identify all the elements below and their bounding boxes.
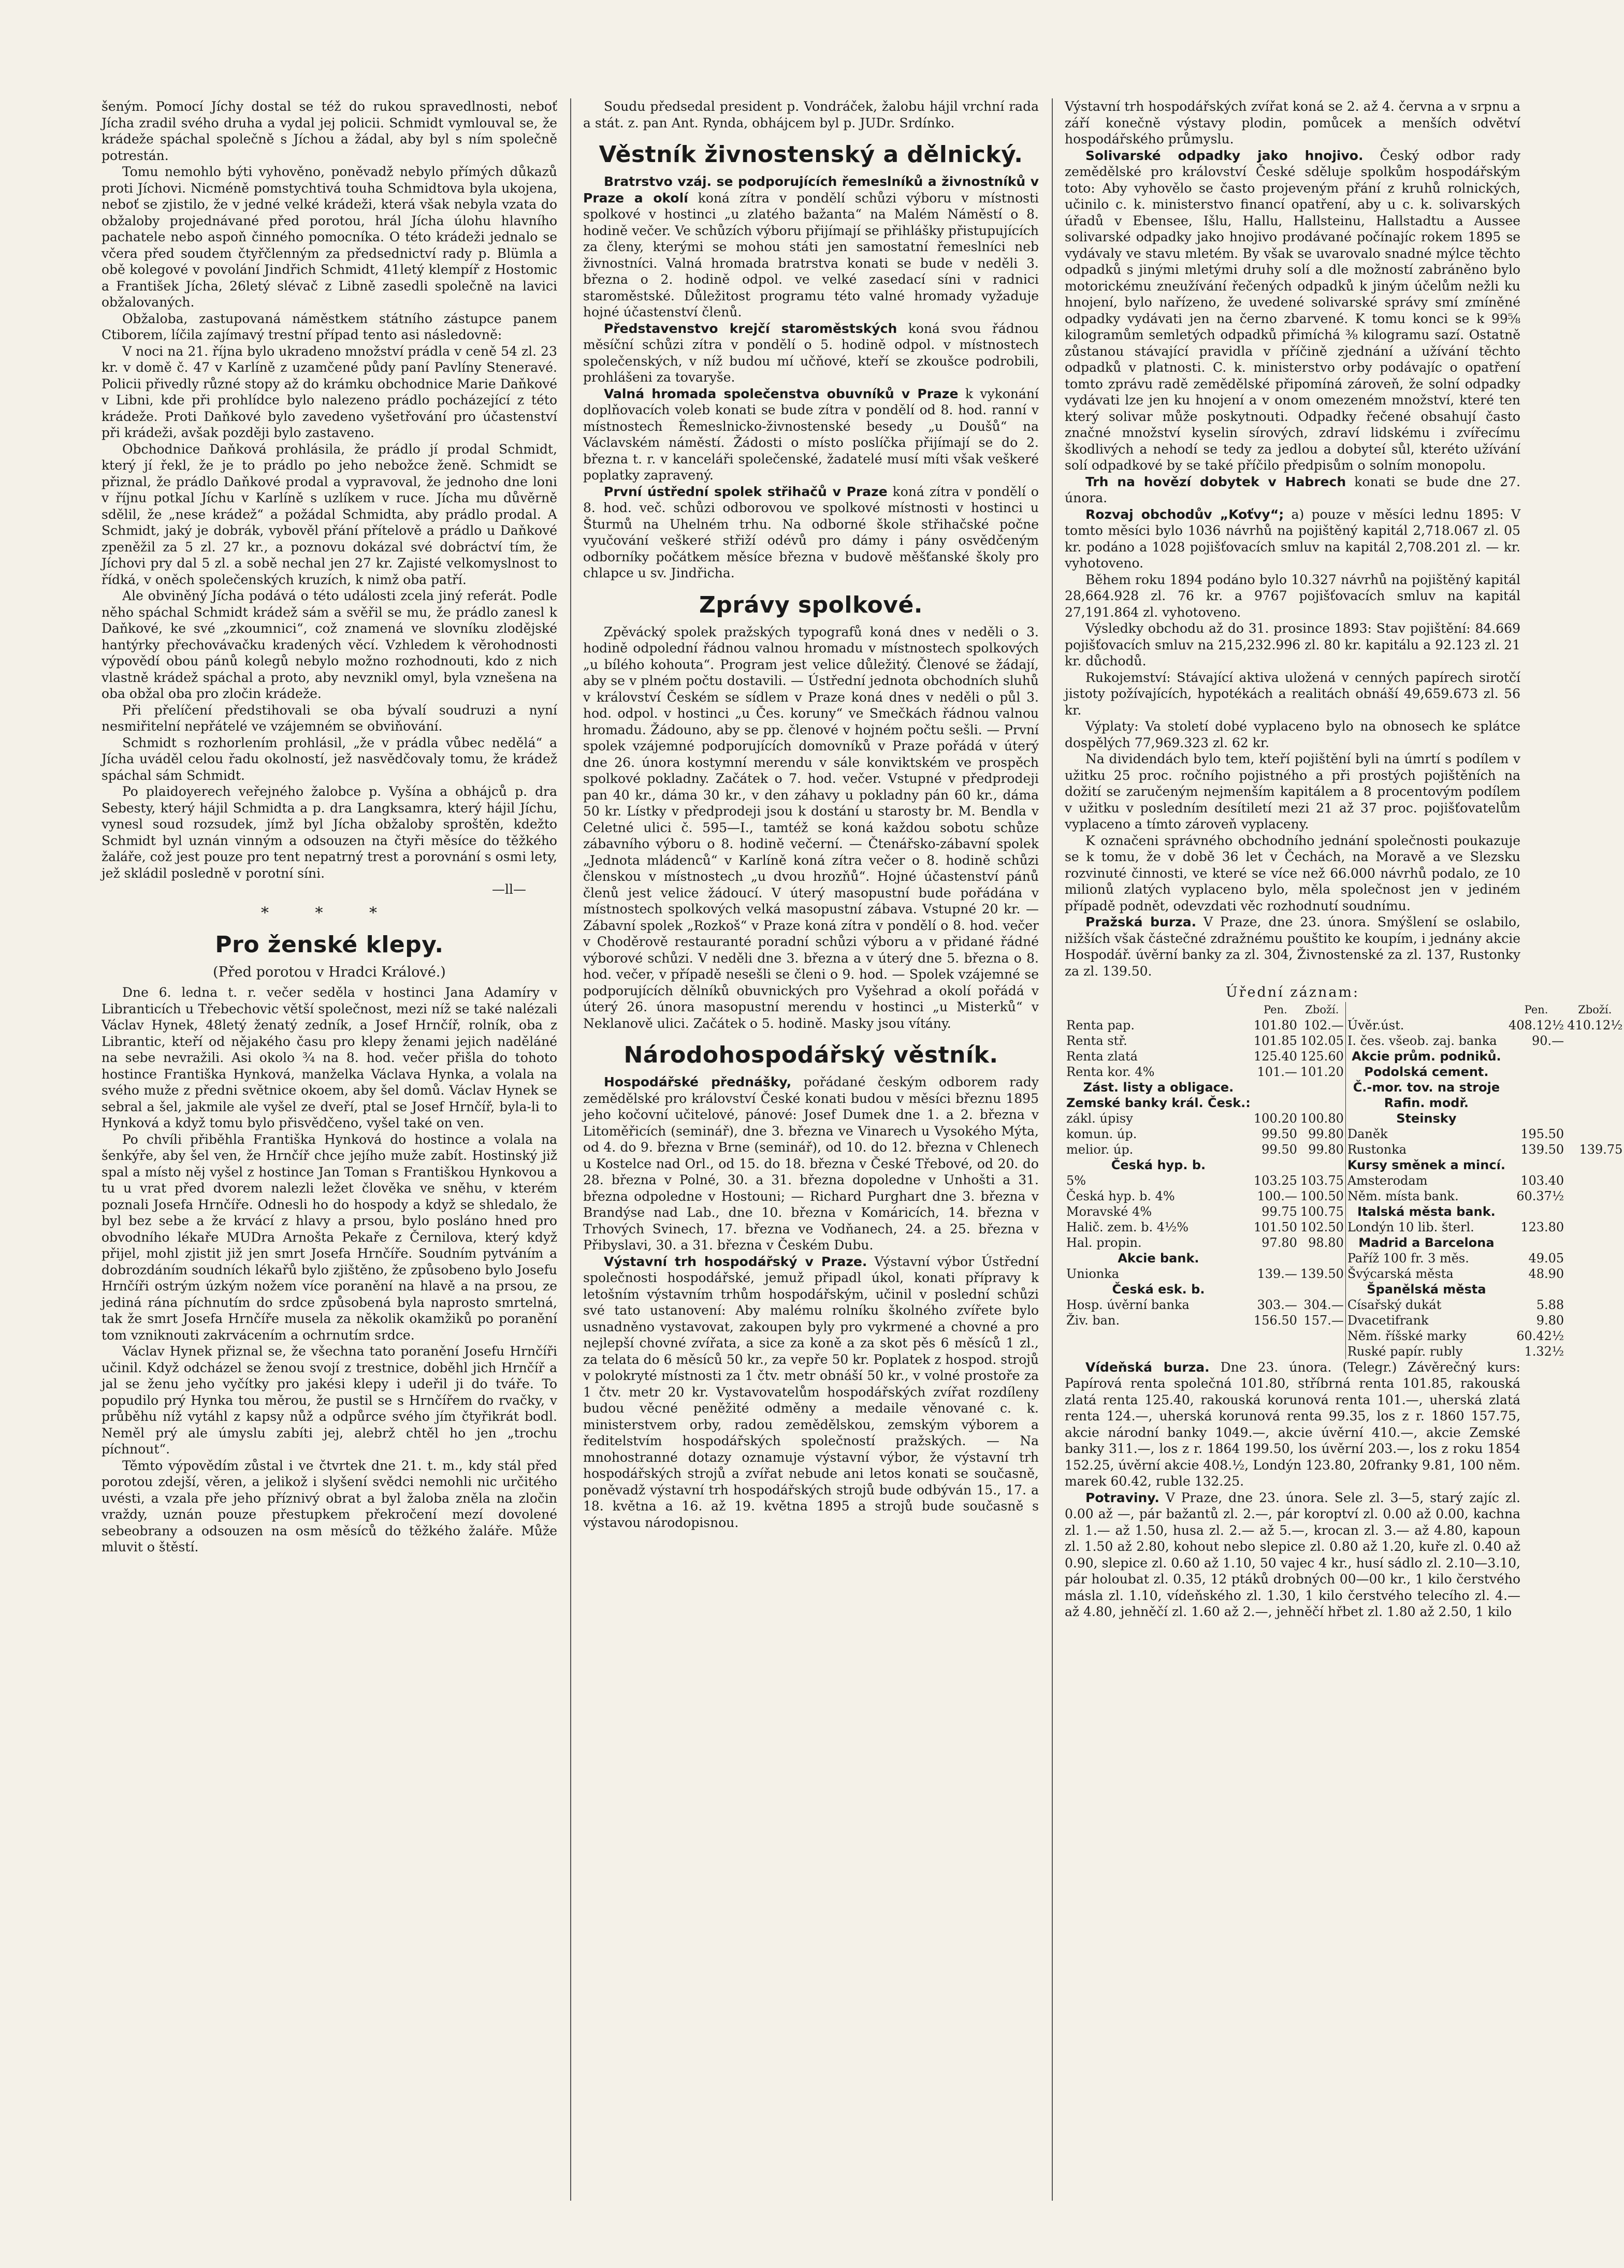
paragraph: V noci na 21. října bylo ukradeno množství prádla v ceně 54 zl. 23 kr. v domě č. 47 v Karlíně z uzamčené půdy paní Pavlíny Steneravé. Policii přivedly různé stopy až do krámku obchodnice Marie Daňkové v Libni, kde při prohlídce bylo nalezeno prádlo pocházející z této krádeže. Proti Daňkové bylo zavedeno vyšetřování pro účastenství při krádeži, avšak později bylo zastaveno. (102, 343, 557, 440)
price-cell (1565, 1080, 1624, 1095)
security-name: I. čes. všeob. zaj. banka (1345, 1033, 1507, 1049)
item-text: pořádané českým odborem rady zemědělské pro království České konati budou v měsíci březnu 1895 jeho kočovní učitelové, pánové: Josef Dumek dne 1. a 2. března v Litoměřicích (seminář), dne 3. března ve Vinarech u Vysokého Mýta, od 4. do 9. března v Brne (seminář), od 10. do 12. března v Chlenech u Kostelce nad Orl., od 15. do 18. března v České Třebové, od 20. do 28. března v Polné, 30. a 31. března dopoledne v Unhošti a 31. března odpoledne v Hostouni; — Richard Purghart dne 3. března v Brandýse nad Lab., dne 10. března v Komáricích, 14. března v Trhových Svinech, 17. března ve Vodňanech, 24. a 25. března v Přibyslavi, 30. a 31. března v Českém Dubu. (583, 1074, 1039, 1253)
price-cell (1565, 1049, 1624, 1064)
news-item (583, 484, 1039, 581)
paragraph: Výsledky obchodu až do 31. prosince 1893: Stav pojištění: 84.669 pojišťovacích smluv na 215,232.996 zl. 80 kr. kapitálu a 92.123 zl. 21 kr. důchodů. (1065, 621, 1520, 668)
paragraph: Dne 6. ledna t. r. večer seděla v hostinci Jana Adamíry v Libranticích u Třebechovic větší společnost, mezi níž se také nalézali Václav Hynek, 48letý ženatý zedník, a Josef Hrnčíř, rolník, oba z Librantic, kteří od nějakého času pro klepy ženami jejich naděláné na sebe nevražili. Asi okolo ¾ na 8. hod. večer přišla do tohoto hostince Františka Hynková, manželka Václava Hynka, a volala na svého muže z předni světnice okoem, aby šel domů. Václav Hynek se sebral a šel, jakmile ale vyšel ze dveří, ptal se Josef Hrnčíř, byla-li to Hynková a když tomu bylo přisvědčeno, vyšel také on ven. (102, 985, 557, 1130)
price-cell: 103.40 (1520, 1173, 1564, 1188)
security-name: Steinsky (1345, 1111, 1507, 1126)
security-name (1065, 1344, 1252, 1359)
news-item (1065, 506, 1520, 572)
item-heading: Rozvaj obchodův „Koťvy“; (1085, 506, 1284, 522)
price-cell: 303.— (1257, 1297, 1297, 1312)
price-cell: 102.— (1303, 1017, 1344, 1033)
price-cell: 304.— (1303, 1297, 1344, 1312)
paragraph: Obchodnice Daňková prohlásila, že prádlo jí prodal Schmidt, který jí řekl, že je to prádlo po jeho nebožce ženě. Schmidt se přiznal, že prádlo Daňkové prodal a vypravoval, že jednoho dne loni v říjnu potkal Jíchu v Karlíně s uzlíkem v ruce. Jícha mu důvěrně sdělil, že „nese krádež“ a požádal Schmidta, aby prádlo prodal. A Schmidt, jaký je dobrák, vybověl přání přítelově a prádlo u Daňkové zpeněžil za 5 zl. 27 kr., a poznovu dokázal své dobráctví tím, že Jíchovi pry dal 5 zl. a sobě nechal jen 27 kr. Zajisté velkomyslnost to řídká, v oněch společenských kruzích, k nimž oba patří. (102, 441, 557, 587)
price-cell: 48.90 (1528, 1266, 1564, 1281)
security-name: Hal. propin. (1066, 1235, 1142, 1250)
paragraph: Těmto výpovědím zůstal i ve čtvrtek dne 21. t. m., kdy stál před porotou zdejší, věren, a jelikož i slyšení svědci nemohli nic určitého uvésti, a vzala pře jeho příznivý obrat a byl žaloba zněla na zločin vraždy, uznán pouze přestupkem překročení mezí dovolené sebeobrany a odsouzen na osm měsíců do těžkého žaláře. Může mluvit o štěstí. (102, 1458, 557, 1554)
table-row (1065, 1173, 1624, 1188)
security-name: Halič. zem. b. 4½% (1066, 1219, 1189, 1234)
security-name (1065, 1328, 1252, 1344)
security-name: Zást. listy a obligace. (1083, 1080, 1234, 1095)
price-cell (1507, 1111, 1565, 1126)
paragraph: Schmidt s rozhorlením prohlásil, „že v prádla vůbec nedělá“ a Jícha uváděl celou řadu okolností, jež nasvědčovaly tomu, že krádež spáchal sám Schmidt. (102, 735, 557, 783)
security-name: Italská města bank. (1345, 1204, 1507, 1219)
price-cell: 156.50 (1253, 1313, 1297, 1328)
price-cell (1299, 1282, 1345, 1297)
price-cell (1299, 1328, 1345, 1344)
paragraph: Tomu nemohlo býti vyhověno, poněvadž nebylo přímých důkazů proti Jíchovi. Nicméně pomstychtivá touha Schmidtova byla ukojena, neboť se zjistilo, že v jedné velké krádeži, která však nebyla vzata do obžaloby projednávané před porotou, hrál Jícha úlohu hlavního pachatele nebo aspoň činného pomocníka. O této krádeži jednalo se včera před soudem čtyřčlenným za předsednictví rady p. Blümla a obě kolegové v povolání Jindřich Schmidt, 41letý klempíř z Hostomic a František Jícha, 26letý slévač z Libně zasedli společně na lavici obžalovaných. (102, 164, 557, 310)
paragraph: Soudu předsedal president p. Vondráček, žalobu hájil vrchní rada a stát. z. pan Ant. Rynda, obhájcem byl p. JUDr. Srdínko. (583, 99, 1039, 130)
paragraph: Obžaloba, zastupovaná náměstkem státního zástupce panem Ctiborem, líčila zajímavý trestní případ tento asi následovně: (102, 311, 557, 342)
security-name: komun. úp. (1066, 1126, 1137, 1141)
item-heading: Představenstvo krejčí staroměstských (604, 321, 897, 336)
column-header: Zboží. (1578, 1003, 1612, 1016)
security-name: Česká hyp. b. (1111, 1157, 1206, 1172)
security-name: Paříž 100 fr. 3 měs. (1345, 1251, 1507, 1266)
price-cell: 9.80 (1536, 1313, 1564, 1328)
price-cell (1252, 1328, 1299, 1344)
price-cell (1565, 1251, 1624, 1266)
price-cell (1565, 1266, 1624, 1282)
security-name: Renta kor. 4% (1066, 1064, 1155, 1079)
price-cell (1299, 1095, 1345, 1111)
price-cell (1565, 1313, 1624, 1328)
paragraph: Ale obviněný Jícha podává o této události zcela jiný referát. Podle něho spáchal Schmidt krádež sám a svěřil se mu, že prádlo zanesl k Daňkové, ke své „zkoumnici“, což znamená ve slovníku zlodějské hantýrky přechovávačku kradených věcí. Vzhledem k věrohodnosti výpovědí obou pánů kolegů nebylo možno rozhodnouti, kdo z nich vlastně krádež spáchal a proto, aby nevznikl omyl, byla vznešena na oba obžal oba pro zločin krádeže. (102, 588, 557, 701)
table-row (1065, 1049, 1624, 1064)
price-cell (1565, 1219, 1624, 1235)
table-row (1065, 1204, 1624, 1219)
item-text: Výstavní výbor Ústřední společnosti hospodářské, jemuž připadl úkol, konati přípravy k letošním výstavním trhům hospodářským, učinil v poslední schůzi své tato ustanovení: Aby malému rolníku školného zvířete bylo usnadněno vystavovat, zakoupen byly pro vykrmené a chovné a pro nejlepší chovné zvířata, a sice za koně a za skot pěs 6 měsíců 1 zl., za telata do 6 měsíců 50 kr., za vepře 50 kr. Poplatek z hospod. strojů v polokryté místnosti za 1 čtv. metr obnáší 50 kr., v volné prostoře za 1 čtv. metr 20 kr. Vystavovatelům hospodářských zvířat rozdíleny budou věcné peněžité odměny a medaile věnované c. k. ministerstvem orby, radou zemědělskou, zemským výborem a ředitelstvím hospodářských společností pražských. — Na mnohostranné dotazy oznamuje výstavní výbor, že výstavní trh hospodářských strojů a zvířat nebude ani letos konati se současně, poněvadž výstavní trh hospodářských strojů bude odbýván 15., 17. a 18. května a 16. až 19. května 1895 a strojů bude současně s výstavou národopisnou. (583, 1254, 1039, 1530)
news-item (583, 386, 1039, 484)
price-cell (1252, 1080, 1299, 1095)
table-row (1065, 1251, 1624, 1266)
news-item (1065, 1359, 1520, 1490)
price-cell (1299, 1157, 1345, 1173)
security-name: Renta stř. (1066, 1033, 1127, 1048)
price-cell: 99.50 (1262, 1142, 1297, 1157)
news-item (583, 1074, 1039, 1254)
table-row (1065, 1126, 1624, 1142)
paragraph: Při přelíčení předstihovali se oba bývalí soudruzi a nyní nesmiřitelní nepřátelé ve vzájemném se obviňování. (102, 702, 557, 734)
price-cell (1299, 1080, 1345, 1095)
item-heading: Potraviny. (1085, 1490, 1159, 1505)
paragraph: Václav Hynek přiznal se, že všechna tato poranění Josefu Hrnčíři učinil. Když odcházel se ženou svojí z trestnice, doběhl jich Hrnčíř a jal se ženu jeho vyčítky pro jakési klepy i udeřil ji do tváře. To popudilo prý Hynka tou měrou, že pustil se s Hrnčířem do rvačky, v průběhu níž vytáhl z kapsy nůž a odpůrce svého jím čtyřikrát bodl. Neměl prý ale úmyslu zabíti jej, alebrž chtěl ho jen „trochu píchnout“. (102, 1344, 557, 1457)
paragraph: K označeni správného obchodního jednání společnosti poukazuje se k tomu, že v době 36 let v Čechách, na Moravě a ve Slezsku rozvinuté činnosti, ve které se více než 66.000 návrhů podalo, ze 10 milionů zlatých vyplaceno bylo, měla společnost jen v jediném případě podnět, odevzdati věc rozhodnutí soudnímu. (1065, 833, 1520, 913)
price-cell (1565, 1204, 1624, 1219)
security-name: Amsterodam (1345, 1173, 1507, 1188)
price-cell: 99.80 (1308, 1126, 1344, 1141)
security-name: Císařský dukát (1345, 1297, 1507, 1313)
price-cell: 101.— (1257, 1064, 1297, 1079)
security-name: Španělská města (1345, 1282, 1507, 1297)
price-cell: 101.85 (1253, 1033, 1297, 1048)
price-cell (1565, 1297, 1624, 1313)
security-name: Česká hyp. b. 4% (1066, 1188, 1175, 1203)
column-header: Zboží. (1305, 1003, 1339, 1016)
price-cell (1507, 1049, 1565, 1064)
item-text: Český odbor rady zemědělské pro království České sděluje spolkům hospodářským toto: Aby vyhovělo se často projeveným přání z kruhů rolnických, učinilo c. k. ministerstvo financí opatření, aby u c. k. solivarských úřadů v Ebensee, Išlu, Hallu, Hallsteinu, Hallstadtu a Aussee solivarské odpadky jako hnojivo prodávané počínajíc rokem 1895 se vydávaly ve stavu mletém. By však se uvarovalo snadné mýlce těchto odpadků s jinými mletými druhy solí a dle možností zabráněno bylo motorickému zneužívání řečených odpadků k jiným účelům nežli ku hnojení, bylo nařízeno, že uvedené solivarské správy smí zmíněné odpadky vydávati jen na černo zbarvené. K tomu konci se k 99⅝ kilogramům semletých odpadků přimíchá ⅜ kilogramu sazí. Ostatně zůstanou stávající pravidla v příčině zjednání a užívání těchto odpadků v platnosti. C. k. ministerstvo orby podávajíc o opatření tomto zprávu radě zemědělské připomíná zároveň, že solní odpadky vydávati lze jen ku hnojení a v onom omezeném množství, které ten který solivar může poskytnouti. Odpadky řečené obsahují často značné množství kyselin sírových, zdraví lidskému i zvířecímu škodlivých a nehodí se tedy za jedlou a dobyteí sůl, kteréto užívání solí odpadkové by se také příčilo předpisům o solním monopolu. (1065, 148, 1520, 473)
security-name: Hosp. úvěrní banka (1066, 1297, 1190, 1312)
table-row (1065, 1142, 1624, 1157)
exchange-table (1065, 1002, 1624, 1359)
table-row (1065, 1313, 1624, 1328)
article-subheadline: (Před porotou v Hradci Králové.) (213, 964, 446, 980)
price-cell: 103.25 (1253, 1173, 1297, 1188)
price-cell: 100.— (1257, 1188, 1297, 1203)
price-cell (1507, 1095, 1565, 1111)
security-name: Něm. místa bank. (1345, 1188, 1507, 1204)
column-3 (1065, 98, 1623, 2201)
price-cell (1565, 1095, 1624, 1111)
price-cell: 99.80 (1308, 1142, 1344, 1157)
price-cell (1565, 1033, 1624, 1049)
paragraph: Po plaidoyerech veřejného žalobce p. Vyšína a obhájců p. dra Sebesty, který hájil Schmidta a p. dra Langksamra, který hájil Jíchu, vynesl soud rozsudek, jímž byl Jícha obžaloby sproštěn, kdežto Schmidt byl uznán vinným a odsouzen na čtyři měsíce do těžkého žaláře, což jest pouze pro tent nepatrný trest a porovnání s osmi lety, jež skládil posledně v porotní síni. (102, 784, 557, 881)
price-cell: 139.75 (1579, 1142, 1623, 1157)
news-item (1065, 914, 1520, 979)
price-cell (1507, 1157, 1565, 1173)
item-heading: Valná hromada společenstva obuvníků v Praze (604, 386, 959, 401)
security-name: Akcie bank. (1118, 1251, 1199, 1266)
section-headline: Národohospodářský věstník. (624, 1042, 998, 1068)
security-name: Ruské papír. rubly (1345, 1344, 1507, 1359)
column-rule (570, 98, 571, 2201)
price-cell: 195.50 (1520, 1126, 1564, 1141)
table-row (1065, 1188, 1624, 1204)
price-cell: 49.05 (1528, 1251, 1564, 1266)
table-row (1065, 1297, 1624, 1313)
news-item (583, 321, 1039, 386)
item-heading: Trh na hovězí dobytek v Habrech (1085, 474, 1346, 489)
price-cell (1565, 1282, 1624, 1297)
item-text: koná svou řádnou měsíční schůzi zítra v pondělí o 5. hodině odpol. v místnostech společenských, v níž budou mí učňové, kteří se zkoušce podrobili, prohlášeni za tovaryše. (583, 321, 1039, 385)
table-row (1065, 1328, 1624, 1344)
item-heading: První ústřední spolek střihačů v Praze (604, 484, 888, 499)
price-cell: 97.80 (1262, 1235, 1297, 1250)
price-cell (1565, 1235, 1624, 1251)
table-row (1065, 1157, 1624, 1173)
section-separator: * * * (260, 904, 398, 922)
table-row (1065, 1033, 1624, 1049)
news-item (583, 173, 1039, 321)
security-name: Dvacetifrank (1345, 1313, 1507, 1328)
price-cell (1565, 1173, 1624, 1188)
table-title: Úřední záznam: (1225, 984, 1360, 1000)
news-item (1065, 1490, 1520, 1620)
security-name: Švýcarská města (1345, 1266, 1507, 1282)
price-cell (1565, 1344, 1624, 1359)
security-name: Podolská cement. (1345, 1064, 1507, 1080)
security-name: Rafin. modř. (1345, 1095, 1507, 1111)
section-headline: Zprávy spolkové. (699, 591, 923, 618)
price-cell (1252, 1282, 1299, 1297)
column-2 (583, 98, 1039, 2201)
table-row (1065, 1080, 1624, 1095)
price-cell: 5.88 (1536, 1297, 1564, 1312)
table-header-row (1065, 1002, 1624, 1017)
price-cell: 139.50 (1300, 1266, 1344, 1281)
price-cell: 157.— (1303, 1313, 1344, 1328)
security-name: Zemské banky král. Česk.: (1066, 1095, 1251, 1110)
security-name: Úvěr.úst. (1345, 1017, 1507, 1033)
table-row (1065, 1095, 1624, 1111)
column-header (1345, 1002, 1507, 1017)
price-cell: 101.20 (1300, 1064, 1344, 1079)
price-cell: 100.50 (1300, 1188, 1344, 1203)
price-cell: 125.40 (1253, 1049, 1297, 1064)
paragraph: Výstavní trh hospodářských zvířat koná se 2. až 4. června a v srpnu a září konečně výstavy plodin, pomůcek a menších odvětví hospodářského průmyslu. (1065, 99, 1520, 147)
security-name: Moravské 4% (1066, 1204, 1152, 1219)
table-row (1065, 1219, 1624, 1235)
security-name: Renta zlatá (1066, 1049, 1138, 1064)
item-text: k vykonání doplňovacích voleb konati se bude zítra v pondělí od 8. hod. ranní v místnostech Řemeslnicko-živnostenské besedy „u Doušů“ na Václavském náměstí. Žádosti o místo poslíčka přijímají se do 2. března t. r. v kanceláři společenské, žadatelé musí míti však veškeré poplatky zapravený. (583, 386, 1039, 483)
item-heading: Bratrstvo vzáj. se podporujících řemeslníků a živnostníků v Praze a okolí (583, 174, 1039, 206)
security-name: Č.-mor. tov. na stroje (1345, 1080, 1507, 1095)
news-item (1065, 474, 1520, 506)
price-cell: 90.— (1532, 1033, 1564, 1048)
security-name: 5% (1066, 1173, 1086, 1188)
price-cell: 101.50 (1253, 1219, 1297, 1234)
table-row (1065, 1017, 1624, 1033)
security-name: Něm. říšské marky (1345, 1328, 1507, 1344)
item-text: a) pouze v měsíci lednu 1895: V tomto měsíci bylo 1036 návrhů na pojištěný kapitál 2,718.067 zl. 05 kr. podáno a 1028 pojišťovacích smluv na kapitál 2,708.201 zl. — kr. vyhotoveno. (1065, 506, 1521, 571)
paragraph: Na dividendách bylo tem, kteří pojištění byli na úmrtí s podílem v užitku 25 proc. ročního pojistného a při prostých pojištěních na dožití se zaručeným nejmenším kapitálem a 8 procentovým podílem v užitku v posledním desítiletí mezi 21 až 37 proc. pojišťovatelům vyplaceno a tímto zároveň vyplaceny. (1065, 751, 1520, 832)
price-cell: 139.— (1257, 1266, 1297, 1281)
security-name: Rustonka (1345, 1142, 1507, 1157)
price-cell (1565, 1111, 1624, 1126)
paragraph: Po chvíli přiběhla Františka Hynková do hostince a volala na šenkýře, aby šel ven, že Hrnčíř chce jejího muže zabít. Hostinský již spal a místo něj vyšel z hostince Jan Toman s Františkou Hynkovou a tu u vrat před dvorem nalezli ležet člověka ve sněhu, v kterém poznali Josefa Hrnčíře. Odnesli ho do hospody a když se shledalo, že byl bez sebe a že krvácí z hlavy a prsou, bylo posláno hned pro obvodního lékaře MUDra Arnošta Pekaře z Černilova, který když přijel, mohl zjistit již jen smrt Josefa Hrnčíře. Soudním pytváním a dobrozdáním soudních lékařů bylo zjištěno, že způsobeno bylo Josefu Hrnčíři ostrým úzkým nožem více poranění na hlavě a na prsou, ze jediná rána píchnutím do srdce způsobená byla naprosto smrtelná, tak že smrt Josefa Hrnčíře musela za několik okamžiků po poranění tom vzniknouti zakrvácením a ochrnutím srdce. (102, 1131, 557, 1343)
price-cell: 410.12½ (1567, 1017, 1623, 1033)
security-name: Madrid a Barcelona (1345, 1235, 1507, 1251)
price-cell (1507, 1204, 1565, 1219)
item-heading: Vídeňská burza. (1085, 1359, 1210, 1375)
security-name: Česká esk. b. (1112, 1282, 1205, 1297)
price-cell (1507, 1235, 1565, 1251)
price-cell: 60.42½ (1516, 1328, 1564, 1343)
security-name: Unionka (1066, 1266, 1120, 1281)
table-row (1065, 1235, 1624, 1251)
security-name: Akcie prům. podniků. (1345, 1049, 1507, 1064)
price-cell: 100.20 (1253, 1111, 1297, 1126)
table-row (1065, 1064, 1624, 1080)
price-cell (1252, 1344, 1299, 1359)
table-row (1065, 1344, 1624, 1359)
security-name: Renta pap. (1066, 1017, 1135, 1033)
paragraph: Během roku 1894 podáno bylo 10.327 návrhů na pojištěný kapitál 28,664.928 zl. 76 kr. a 9767 pojišťovacích smluv na kapitál 27,191.864 zl. vyhotoveno. (1065, 572, 1520, 620)
price-cell: 60.37½ (1516, 1188, 1564, 1203)
item-heading: Hospodářské přednášky, (604, 1074, 792, 1089)
price-cell (1252, 1251, 1299, 1266)
item-text: V Praze, dne 23. února. Sele zl. 3—5, starý zajíc zl. 0.00 až —, pár bažantů zl. 2.—, pár koroptví zl. 0.00 až 0.00, kachna zl. 1.— až 1.50, husa zl. 2.— až 5.—, krocan zl. 3.— až 4.80, kapoun zl. 1.50 až 2.80, kohout nebo slepice zl. 0.80 až 1.20, kuře zl. 0.40 až 0.90, slepice zl. 0.60 až 1.10, 50 vajec 4 kr., husí sádlo zl. 2.10—3.10, pár holoubat zl. 0.35, 12 ptáků drobných 00—00 kr., 1 kilo čerstvého másla zl. 1.10, vídeňského zl. 1.30, 1 kilo čerstvého telecího zl. 4.— až 4.80, jehněčí zl. 1.60 až 2.—, jehněčí hřbet zl. 1.80 až 2.50, 1 kilo (1065, 1490, 1520, 1619)
news-item (1065, 148, 1520, 474)
price-cell (1565, 1188, 1624, 1204)
price-cell (1299, 1251, 1345, 1266)
newspaper-page (102, 98, 1623, 2201)
price-cell (1565, 1328, 1624, 1344)
price-cell: 100.80 (1300, 1111, 1344, 1126)
item-text: koná zítra v pondělí o 8. hod. več. schůzi odborovou ve spolkové místnosti v hostinci u Šturmů na Uhelném trhu. Na odborné škole střihačské počne vyučování veškeré střiží odévů pro dámy i pány osvědčeným odborníky počátkem měsíce března v budově měšťanské školy pro chlapce u sv. Jindřicha. (583, 484, 1039, 580)
price-cell: 123.80 (1520, 1219, 1564, 1234)
item-text: V Praze, dne 23. února. Smýšlení se oslabilo, nižších však částečné zdražnému pouštito ke koupím, i jednány akcie Hospodář. úvěrní banky za zl. 304, Živnostenské za zl. 137, Rustonky za zl. 139.50. (1065, 914, 1520, 979)
paragraph: Výplaty: Va století dobé vyplaceno bylo na obnosech ke splátce dospělých 77,969.323 zl. 62 kr. (1065, 719, 1520, 750)
item-text: konati se bude dne 27. února. (1065, 474, 1520, 505)
price-cell: 98.80 (1308, 1235, 1344, 1250)
price-cell: 103.75 (1300, 1173, 1344, 1188)
column-header: Pen. (1524, 1003, 1548, 1016)
price-cell: 101.80 (1253, 1017, 1297, 1033)
price-cell: 408.12½ (1508, 1017, 1564, 1033)
price-cell (1507, 1064, 1565, 1080)
price-cell (1507, 1080, 1565, 1095)
security-name: Kursy směnek a mincí. (1345, 1157, 1507, 1173)
column-rule (1052, 98, 1053, 2201)
author-signature: —ll— (492, 882, 526, 897)
price-cell (1565, 1064, 1624, 1080)
price-cell: 1.32½ (1524, 1344, 1564, 1359)
item-text: Dne 23. února. (Telegr.) Závěrečný kurs: Papírová renta společná 101.80, stříbrná renta 101.85, rakouská zlatá renta 125.40, rakouská korunová renta 101.—, uherská zlatá renta 124.—, uherská korunová renta 99.35, los z r. 1860 157.75, akcie národní banky 1049.—, akcie úvěrní 410.—, akcie Zemské banky 311.—, los z r. 1864 199.50, los úvěrní 203.—, los z roku 1854 152.25, úvěrní akcie 408.½, Londýn 123.80, 20franky 9.81, 100 něm. marek 60.42, ruble 132.25. (1065, 1359, 1520, 1489)
item-heading: Pražská burza. (1085, 914, 1197, 929)
price-cell: 102.05 (1300, 1033, 1344, 1048)
column-header (1065, 1002, 1252, 1017)
article-headline: Pro ženské klepy. (215, 932, 444, 958)
price-cell (1299, 1344, 1345, 1359)
paragraph: Zpěvácký spolek pražských typografů koná dnes v neděli o 3. hodině odpolední řádnou valnou hromadu v místnostech spolkových „u bílého kohouta“. Program jest velice důležitý. Členové se žádají, aby se v plném počtu dostavili. — Ústřední jednota obchodních sluhů v království Českém se sídlem v Praze koná dnes v neděli o půl 3. hod. odpol. v hostinci „u Čes. koruny“ ve Smečkách řádnou valnou hromadu. Žádouno, aby se pp. členové v hojném počtu sešli. — První spolek vzájemné podporujících domovníků v Praze pořádá v úterý dne 26. února kostymní merendu v sále konviktském ve prospěch spolkové pokladny. Začátek o 7. hod. večer. Vstupné v předprodeji pan 40 kr., dáma 30 kr., v den záhavy u pokladny pán 60 kr., dáma 50 kr. Lístky v předprodeji jsou k dostání u starosty br. M. Bendla v Celetné ulici č. 595—I., tamtéž se koná každou sobotu schůze zábavního výboru o 8. hodině večerní. — Čtenářsko-zábavní spolek „Jednota mládenců“ v Karlíně koná zítra večer o 8. hodině schůzi členskou v místnostech „u dvou hrozňů“. Hojné účastenství pánů členů jest velice žádoucí. V úterý masopustní bude pořádána v místnostech spolkových velká masopustní zábava. Vstupné 20 kr. — Zábavní spolek „Rozkoš“ v Praze koná zítra v pondělí o 8. hod. večer v Choděrově restauranté poradní schůzi výboru a v přidané řádné výborové schůzi. V neděli dne 3. března a v úterý dne 5. března o 8. hod. večer, v případě nesešli se členi o 9. hod. — Spolek vzájemné se podporujících dělníků obuvnických pro Vyšehrad a okolí pořádá v úterý 26. února masopustní merendu v hostinci „u Misterků“ v Neklanově ulici. Začátek o 5. hodině. Masky jsou vítány. (583, 624, 1039, 1031)
price-cell (1565, 1126, 1624, 1142)
column-header: Pen. (1263, 1003, 1287, 1016)
price-cell (1252, 1157, 1299, 1173)
table-row (1065, 1111, 1624, 1126)
section-headline: Věstník živnostenský a dělnický. (599, 141, 1023, 168)
price-cell: 100.75 (1300, 1204, 1344, 1219)
table-row (1065, 1282, 1624, 1297)
price-cell (1252, 1095, 1299, 1111)
security-name: zákl. úpisy (1066, 1111, 1133, 1126)
security-name: Daněk (1345, 1126, 1507, 1142)
price-cell: 139.50 (1520, 1142, 1564, 1157)
security-name: melior. úp. (1066, 1142, 1134, 1157)
paragraph: Rukojemství: Stávající aktiva uložená v cenných papírech sirotčí jistoty požívajících, hypotékách a realitách obnáší 49,659.673 zl. 56 kr. (1065, 670, 1520, 718)
price-cell: 99.50 (1262, 1126, 1297, 1141)
price-cell: 99.75 (1262, 1204, 1297, 1219)
item-heading: Výstavní trh hospodářský v Praze. (604, 1254, 867, 1269)
security-name: Živ. ban. (1066, 1313, 1120, 1328)
news-item (583, 1254, 1039, 1531)
price-cell: 102.50 (1300, 1219, 1344, 1234)
price-cell: 125.60 (1300, 1049, 1344, 1064)
price-cell (1507, 1282, 1565, 1297)
table-row (1065, 1266, 1624, 1282)
paragraph: šeným. Pomocí Jíchy dostal se též do rukou spravedlnosti, neboť Jícha zradil svého druha a vydal jej policii. Schmidt vymlouval se, že krádeže spáchal společně s Jíchou a žádal, aby byl s ním společně potrestán. (102, 99, 557, 163)
item-text: koná zítra v pondělí schůzi výboru v místnosti spolkové v hostinci „u zlatého bažanta“ na Malém Náměstí o 8. hodině večer. Ve schůzích výboru přijímají se přihlášky přistupujících za členy, kterými se mohou státi jen samostatní řemeslníci neb živnostníci. Valná hromada bratrstva konati se bude v neděli 3. března o 2. hodině odpol. ve velké zasedací síni v radnici staroměstské. Důležitost programu této valné hromady vyžaduje hojné účastenství členů. (583, 190, 1039, 319)
price-cell (1565, 1157, 1624, 1173)
security-name: Londýn 10 lib. šterl. (1345, 1219, 1507, 1235)
column-1 (102, 98, 557, 2201)
item-heading: Solivarské odpadky jako hnojivo. (1085, 148, 1364, 163)
